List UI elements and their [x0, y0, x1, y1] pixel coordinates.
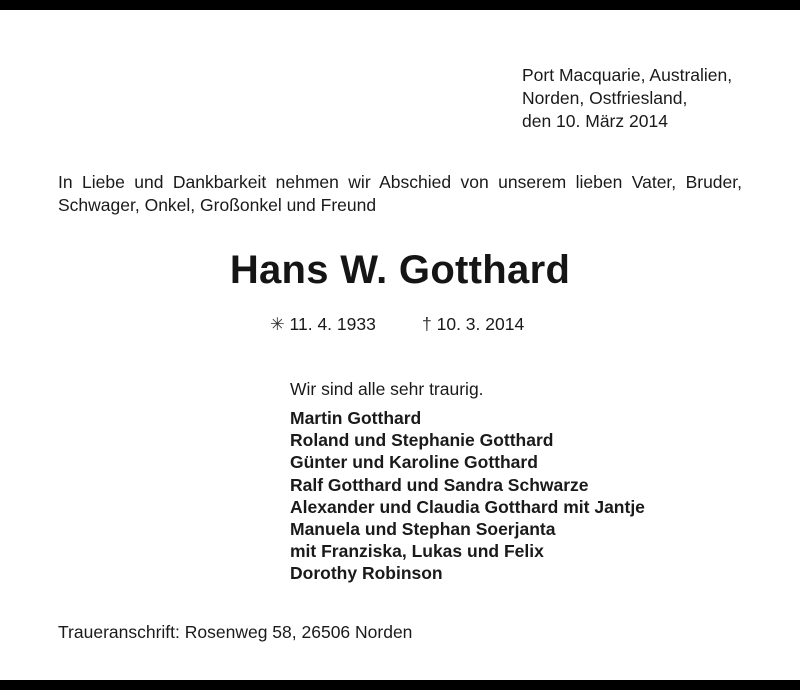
intro-text: [58, 171, 742, 217]
mourner-item: Roland und Stephanie Gotthard: [290, 430, 554, 451]
mourner-item: mit Franziska, Lukas und Felix: [290, 541, 544, 562]
mourning-address: Traueranschrift: Rosenweg 58, 26506 Norden: [58, 622, 413, 642]
death-date: 10. 3. 2014: [436, 314, 525, 334]
sad-line: Wir sind alle sehr traurig.: [290, 379, 484, 399]
birth-date: 11. 4. 1933: [289, 314, 376, 334]
intro-line-2: Schwager, Onkel, Großonkel und Freund: [58, 195, 377, 215]
intro-line-1: In Liebe und Dankbarkeit nehmen wir Abschied von unserem lieben Vater, Bruder,: [58, 172, 742, 192]
mourner-item: Günter und Karoline Gotthard: [290, 452, 538, 473]
death-cross-icon: †: [422, 314, 432, 334]
mourner-item: Martin Gotthard: [290, 408, 422, 428]
life-dates: [270, 313, 525, 335]
mourner-item: Alexander und Claudia Gotthard mit Jantje: [290, 496, 645, 517]
mourner-item: Manuela und Stephan Soerjanta: [290, 519, 556, 540]
place-line-2: Norden, Ostfriesland,: [522, 88, 688, 108]
birth-star-icon: ✳: [270, 314, 285, 334]
mourner-item: Ralf Gotthard und Sandra Schwarze: [290, 474, 589, 495]
mourner-item: Dorothy Robinson: [290, 563, 443, 584]
place-line-1: Port Macquarie, Australien,: [522, 65, 733, 85]
date-line: den 10. März 2014: [522, 111, 668, 131]
mourners-list: [290, 407, 645, 585]
place-date-block: [522, 64, 782, 133]
deceased-name: Hans W. Gotthard: [229, 248, 571, 292]
